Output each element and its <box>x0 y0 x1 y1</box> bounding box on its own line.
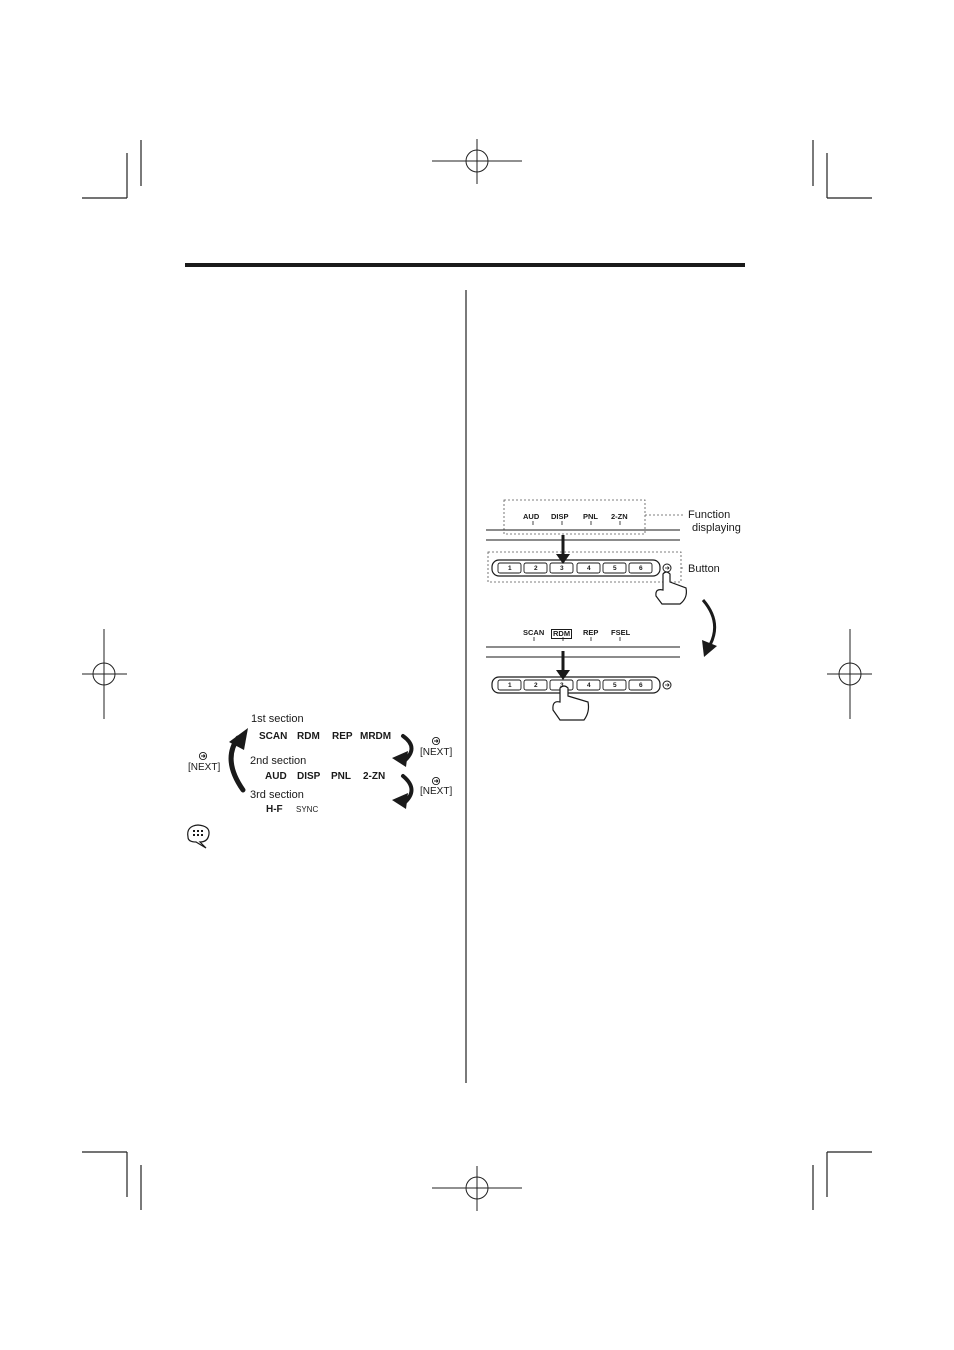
button-number: 5 <box>613 565 617 572</box>
first-section-item: MRDM <box>360 731 392 742</box>
top-display-item: AUD <box>523 512 540 521</box>
top-display-item: DISP <box>551 512 569 521</box>
note-speech-bubble-icon <box>188 825 209 848</box>
next-label: [NEXT] <box>420 747 453 758</box>
next-label: [NEXT] <box>420 786 453 797</box>
function-label-line2: displaying <box>692 522 741 534</box>
first-section-label: 1st section <box>251 713 304 725</box>
third-section-item: H-F <box>266 804 283 815</box>
button-number: 6 <box>639 565 643 572</box>
button-label: Button <box>688 563 720 575</box>
bottom-display-item: REP <box>583 628 599 637</box>
top-display-item: 2-ZN <box>611 512 628 521</box>
button-number: 4 <box>587 682 591 689</box>
top-display-item: PNL <box>583 512 598 521</box>
second-section-label: 2nd section <box>250 755 307 767</box>
button-number: 1 <box>508 565 512 572</box>
next-label: [NEXT] <box>188 762 221 773</box>
button-number: 2 <box>534 682 538 689</box>
bottom-display-item: SCAN <box>523 628 545 637</box>
pointing-hand-icon-2 <box>553 686 589 720</box>
second-section-item: 2-ZN <box>363 771 386 782</box>
bottom-display-item-selected: RDM <box>553 629 571 638</box>
button-number: 3 <box>560 682 564 689</box>
third-section-label: 3rd section <box>250 789 304 801</box>
function-label: Function <box>688 509 731 521</box>
first-section-item: SCAN <box>259 731 288 742</box>
second-section-item: AUD <box>265 771 287 782</box>
button-number: 6 <box>639 682 643 689</box>
button-number: 5 <box>613 682 617 689</box>
bottom-display-item: FSEL <box>611 628 631 637</box>
button-number: 4 <box>587 565 591 572</box>
third-section-item: SYNC <box>296 805 319 814</box>
first-section-item: REP <box>332 731 353 742</box>
button-number: 2 <box>534 565 538 572</box>
pointing-hand-icon <box>656 572 687 604</box>
button-number: 1 <box>508 682 512 689</box>
second-section-item: DISP <box>297 771 321 782</box>
button-number: 3 <box>560 565 564 572</box>
second-section-item: PNL <box>331 771 351 782</box>
first-section-item: RDM <box>297 731 320 742</box>
